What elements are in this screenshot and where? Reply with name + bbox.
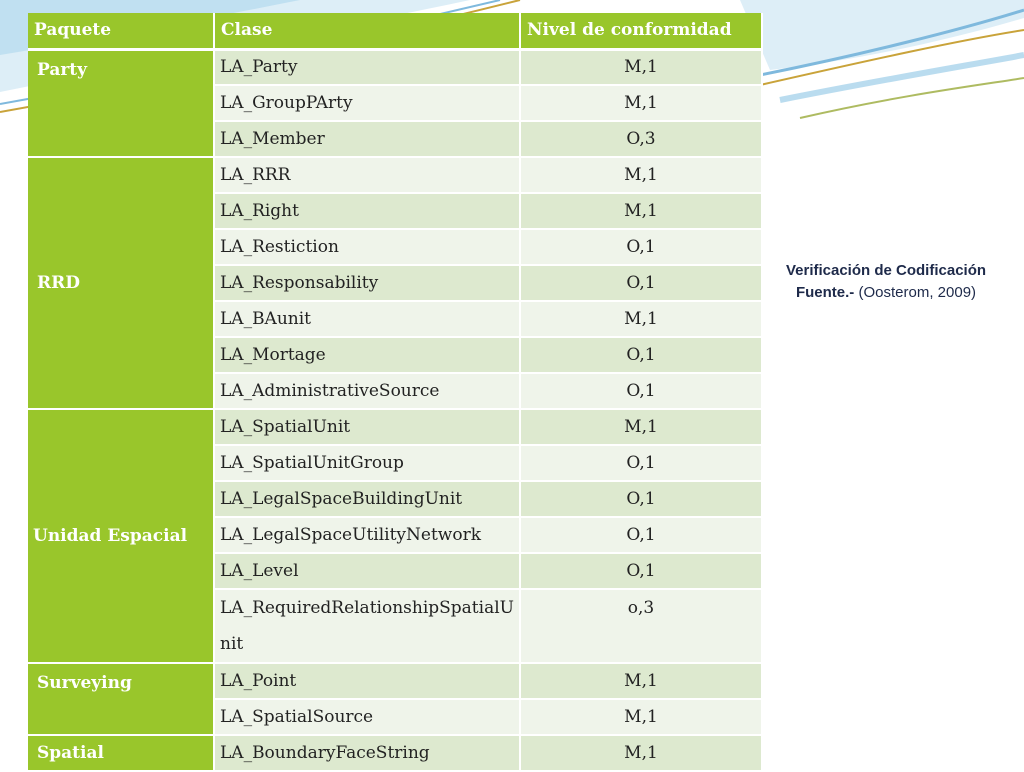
level-cell: M,1 bbox=[520, 409, 762, 445]
level-cell: O,1 bbox=[520, 229, 762, 265]
level-cell: O,1 bbox=[520, 373, 762, 409]
class-cell: LA_Restiction bbox=[214, 229, 520, 265]
class-cell: LA_Point bbox=[214, 663, 520, 699]
class-cell: LA_Member bbox=[214, 121, 520, 157]
table-row bbox=[28, 663, 762, 699]
level-cell: O,1 bbox=[520, 445, 762, 481]
table-row bbox=[28, 409, 762, 445]
package-cell-unidad-espacial: Unidad Espacial bbox=[28, 409, 214, 663]
class-cell: LA_RRR bbox=[214, 157, 520, 193]
class-cell: LA_SpatialUnit bbox=[214, 409, 520, 445]
class-cell: LA_RequiredRelationshipSpatialUnit bbox=[214, 589, 520, 663]
package-cell-surveying: Surveying bbox=[28, 663, 214, 735]
table-row bbox=[28, 49, 762, 85]
class-cell: LA_LegalSpaceBuildingUnit bbox=[214, 481, 520, 517]
class-cell: LA_AdministrativeSource bbox=[214, 373, 520, 409]
class-cell: LA_Mortage bbox=[214, 337, 520, 373]
package-cell-spatial: Spatial bbox=[28, 735, 214, 771]
level-cell: M,1 bbox=[520, 735, 762, 771]
level-cell: M,1 bbox=[520, 85, 762, 121]
class-cell: LA_LegalSpaceUtilityNetwork bbox=[214, 517, 520, 553]
class-cell: LA_BAunit bbox=[214, 301, 520, 337]
level-cell: o,3 bbox=[520, 589, 762, 663]
level-cell: M,1 bbox=[520, 699, 762, 735]
table-header-row bbox=[28, 13, 762, 49]
class-cell: LA_GroupPArty bbox=[214, 85, 520, 121]
class-cell: LA_Level bbox=[214, 553, 520, 589]
level-cell: O,3 bbox=[520, 121, 762, 157]
conformity-table bbox=[28, 13, 763, 772]
class-cell: LA_SpatialUnitGroup bbox=[214, 445, 520, 481]
header-class: Clase bbox=[214, 13, 520, 49]
class-cell: LA_Responsability bbox=[214, 265, 520, 301]
caption-source-label: Fuente.- bbox=[795, 284, 855, 301]
table-row bbox=[28, 735, 762, 771]
level-cell: M,1 bbox=[520, 49, 762, 85]
level-cell: O,1 bbox=[520, 553, 762, 589]
header-package: Paquete bbox=[28, 13, 214, 49]
level-cell: O,1 bbox=[520, 517, 762, 553]
class-cell: LA_Party bbox=[214, 49, 520, 85]
level-cell: O,1 bbox=[520, 337, 762, 373]
level-cell: O,1 bbox=[520, 481, 762, 517]
caption-title: Verificación de Codificación bbox=[785, 262, 987, 279]
level-cell: M,1 bbox=[520, 157, 762, 193]
level-cell: M,1 bbox=[520, 193, 762, 229]
package-cell-rrd: RRD bbox=[28, 157, 214, 409]
caption-source-line bbox=[768, 282, 1004, 304]
source-caption bbox=[768, 260, 1004, 304]
class-cell: LA_Right bbox=[214, 193, 520, 229]
header-level: Nivel de conformidad bbox=[520, 13, 762, 49]
table-row bbox=[28, 157, 762, 193]
class-cell: LA_BoundaryFaceString bbox=[214, 735, 520, 771]
level-cell: M,1 bbox=[520, 663, 762, 699]
class-cell: LA_SpatialSource bbox=[214, 699, 520, 735]
level-cell: O,1 bbox=[520, 265, 762, 301]
caption-source-text: (Oosterom, 2009) bbox=[858, 284, 977, 301]
package-cell-party: Party bbox=[28, 49, 214, 157]
level-cell: M,1 bbox=[520, 301, 762, 337]
